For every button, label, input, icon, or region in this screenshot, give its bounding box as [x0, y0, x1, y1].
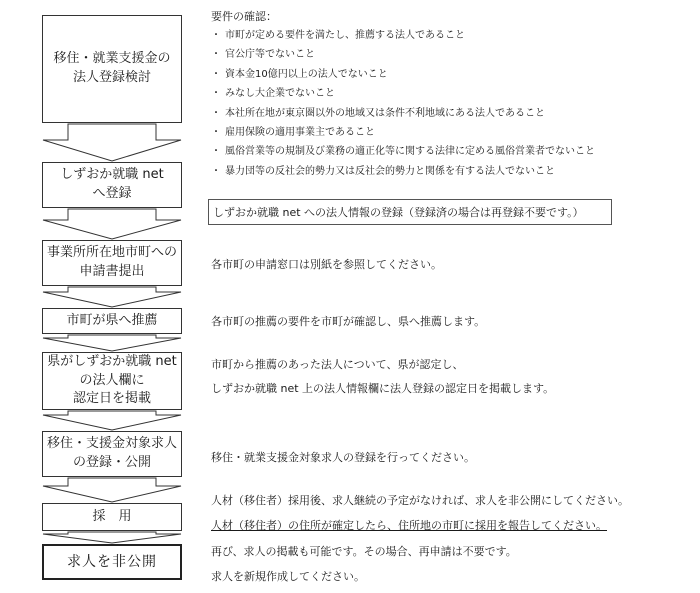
registration-note: しずおか就職 net への法人情報の登録（登録済の場合は再登録不要です。） [208, 199, 612, 225]
hire-note-line2: 人材（移住者）の住所が確定したら、住所地の市町に採用を報告してください。 [211, 519, 607, 532]
flow-arrow-2 [42, 208, 182, 240]
requirement-item: ・ 雇用保険の適用事業主であること [211, 127, 375, 139]
hire-note-line4: 求人を新規作成してください。 [211, 570, 365, 583]
flow-arrow-4 [42, 334, 182, 352]
requirements-heading: 要件の確認： [211, 10, 277, 23]
requirement-item: ・ 資本金10億円以上の法人でないこと [211, 68, 388, 80]
requirement-item: ・ 市町が定める要件を満たし、推薦する法人であること [211, 30, 465, 41]
flow-arrow-6 [42, 477, 182, 503]
step-consider-registration: 移住・就業支援金の 法人登録検討 [42, 15, 182, 123]
step-prefecture-certifies: 県がしずおか就職 net の法人欄に 認定日を掲載 [42, 352, 182, 410]
requirement-item: ・ 本社所在地が東京圏以外の地域又は条件不利地域にある法人であること [211, 107, 545, 119]
requirement-item: ・ 風俗営業等の規制及び業務の適正化等に関する法律に定める風俗営業者でないこと [211, 146, 595, 158]
flow-arrow-1 [42, 123, 182, 162]
requirement-item: ・ みなし大企業でないこと [211, 88, 335, 100]
certify-note-line2: しずおか就職 net 上の法人情報欄に法人登録の認定日を掲載します。 [211, 382, 555, 395]
job-post-note: 移住・就業支援金対象求人の登録を行ってください。 [211, 451, 475, 464]
recommend-note: 各市町の推薦の要件を市町が確認し、県へ推薦します。 [211, 315, 486, 328]
hire-note-line3: 再び、求人の掲載も可能です。その場合、再申請は不要です。 [211, 545, 517, 558]
flow-arrow-7 [42, 531, 182, 544]
requirement-item: ・ 官公庁等でないこと [211, 49, 315, 61]
step-hire: 採 用 [42, 503, 182, 531]
step-register-net: しずおか就職 net へ登録 [42, 162, 182, 208]
hire-note-line1: 人材（移住者）採用後、求人継続の予定がなければ、求人を非公開にしてください。 [211, 494, 629, 507]
step-post-job: 移住・支援金対象求人 の登録・公開 [42, 431, 182, 477]
certify-note-line1: 市町から推薦のあった法人について、県が認定し、 [211, 358, 464, 371]
requirement-item: ・ 暴力団等の反社会的勢力又は反社会的勢力と関係を有する法人でないこと [211, 165, 555, 177]
application-note: 各市町の申請窓口は別紙を参照してください。 [211, 258, 442, 271]
step-submit-application: 事業所所在地市町への 申請書提出 [42, 240, 182, 286]
requirements-list [211, 26, 595, 181]
step-town-recommends: 市町が県へ推薦 [42, 308, 182, 334]
flow-arrow-5 [42, 410, 182, 431]
flow-arrow-3 [42, 286, 182, 308]
step-unpublish-job: 求人を非公開 [42, 544, 182, 580]
